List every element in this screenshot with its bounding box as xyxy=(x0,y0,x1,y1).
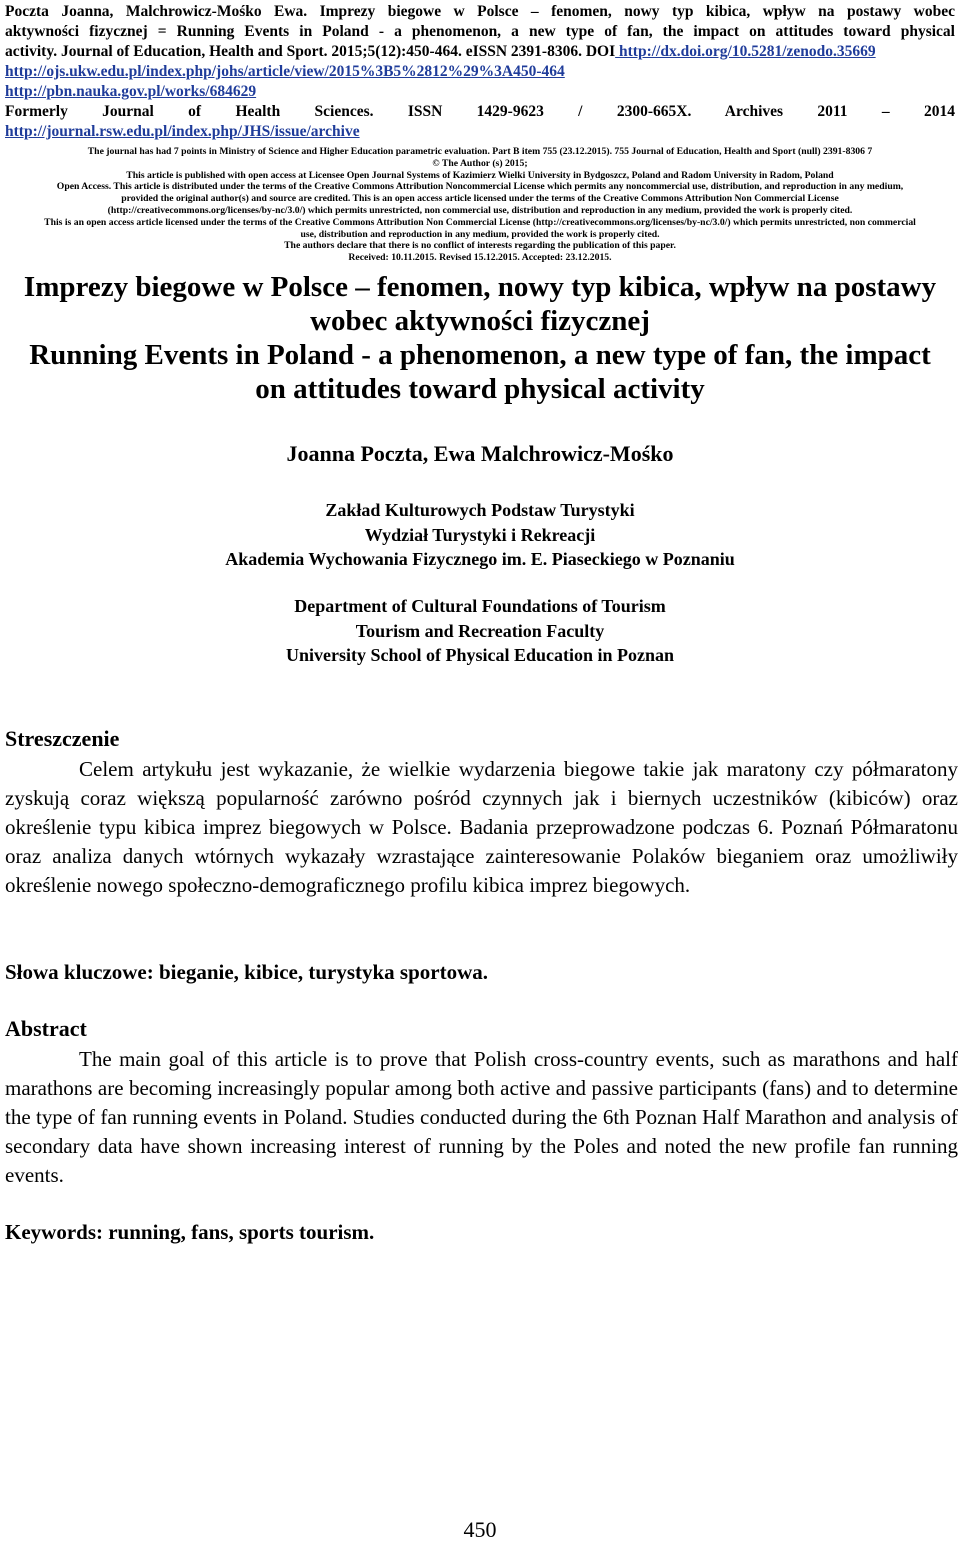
pbn-link[interactable]: http://pbn.nauka.gov.pl/works/684629 xyxy=(5,83,257,100)
title-pl-line: wobec aktywności fizycznej xyxy=(310,305,650,337)
affiliation-line: Zakład Kulturowych Podstaw Turystyki xyxy=(325,500,635,520)
abstract-body xyxy=(5,1045,958,1190)
affiliation-line: Tourism and Recreation Faculty xyxy=(355,620,605,641)
keywords-english: Keywords: running, fans, sports tourism. xyxy=(5,1220,375,1244)
affiliation-english xyxy=(0,594,960,668)
notice-line: provided the original author(s) and source are credited. This is an open access article licensed under the terms of the Creative Commons Attribution Non Commercial License xyxy=(121,193,839,205)
doi-link[interactable]: http://dx.doi.org/10.5281/zenodo.35669 xyxy=(615,43,876,60)
page-number: 450 xyxy=(463,1517,497,1542)
notice-line: Received: 10.11.2015. Revised 15.12.2015. Accepted: 23.12.2015. xyxy=(348,252,612,264)
archive-link[interactable]: http://journal.rsw.edu.pl/index.php/JHS/issue/archive xyxy=(5,123,360,140)
affiliation-polish xyxy=(0,498,960,572)
streszczenie-body xyxy=(5,755,958,900)
affiliation-line: Department of Cultural Foundations of Tourism xyxy=(294,596,666,616)
citation-line: Poczta Joanna, Malchrowicz-Mośko Ewa. Imprezy biegowe w Polsce – fenomen, nowy typ kibica, wpływ na postawy wobec xyxy=(5,3,955,20)
streszczenie-heading: Streszczenie xyxy=(5,726,120,751)
citation-line: aktywności fizycznej = Running Events in Poland - a phenomenon, a new type of fan, the impact on attitudes toward physical xyxy=(5,23,955,40)
article-title xyxy=(0,270,960,406)
notice-line: The journal has had 7 points in Ministry of Science and Higher Education parametric evaluation. Part B item 755 (23.12.2015). 755 Journal of Education, Health and Sport (null) 2391-8306 7 xyxy=(87,146,873,157)
notice-line: use, distribution and reproduction in any medium, provided the work is properly cited. xyxy=(300,228,660,240)
abstract-heading: Abstract xyxy=(5,1016,87,1041)
notice-line: Open Access. This article is distributed under the terms of the Creative Commons Attribution Noncommercial License which permits any noncommercial use, distribution, and reproduction in any medium, xyxy=(56,181,904,193)
citation-text: activity. Journal of Education, Health and Sport. 2015;5(12):450-464. eISSN 2391-8306. DOI xyxy=(5,43,616,60)
keywords-polish: Słowa kluczowe: bieganie, kibice, turystyka sportowa. xyxy=(5,960,488,984)
former-journal-line: Formerly Journal of Health Sciences. ISSN 1429-9623 / 2300-665X. Archives 2011 – 2014 xyxy=(5,103,955,120)
title-pl-line: Imprezy biegowe w Polsce – fenomen, nowy typ kibica, wpływ na postawy xyxy=(23,271,937,303)
streszczenie-paragraph: Celem artykułu jest wykazanie, że wielkie wydarzenia biegowe takie jak maratony czy półmaratony zyskują coraz większą popularność zarówno pośród czynnych jak i biernych uczestników (kibiców) oraz określenie typu kibica imprez biegowych w Polsce. Badania przeprowadzone podczas 6. Poznań Półmaratonu oraz analiza danych wtórnych wykazały wzrastające zainteresowanie Polaków bieganiem oraz umożliwiły określenie nowego społeczno-demograficznego profilu kibica imprez biegowych. xyxy=(5,757,958,897)
affiliation-line: Akademia Wychowania Fizycznego im. E. Piaseckiego w Poznaniu xyxy=(225,549,735,569)
citation-header xyxy=(5,2,955,142)
affiliation-line: University School of Physical Education in Poznan xyxy=(285,645,675,665)
notice-line: This is an open access article licensed under the terms of the Creative Commons Attribution Non Commercial License (http://creativecommons.org/licenses/by-nc/3.0/) which permits unrestricted, non commercial xyxy=(44,216,916,228)
title-en-line: on attitudes toward physical activity xyxy=(255,373,705,405)
license-notice xyxy=(5,146,955,264)
notice-line: © The Author (s) 2015; xyxy=(432,157,528,169)
citation-line-doi xyxy=(5,42,955,62)
article-url-link[interactable]: http://ojs.ukw.edu.pl/index.php/johs/article/view/2015%3B5%2812%29%3A450-464 xyxy=(5,63,565,80)
authors: Joanna Poczta, Ewa Malchrowicz-Mośko xyxy=(286,441,674,466)
notice-line: (http://creativecommons.org/licenses/by-nc/3.0/) which permits unrestricted, non commercial use, distribution and reproduction in any medium, provided the work is properly cited. xyxy=(107,204,853,216)
affiliation-line: Wydział Turystyki i Rekreacji xyxy=(364,524,596,545)
notice-line: The authors declare that there is no conflict of interests regarding the publication of this paper. xyxy=(284,240,676,252)
title-en-line: Running Events in Poland - a phenomenon, a new type of fan, the impact xyxy=(29,339,931,371)
notice-line: This article is published with open access at Licensee Open Journal Systems of Kazimierz Wielki University in Bydgoszcz, Poland and Radom University in Radom, Poland xyxy=(126,169,834,181)
abstract-paragraph: The main goal of this article is to prove that Polish cross-country events, such as marathons and half marathons are becoming increasingly popular among both active and passive participants (fans) and to determine the type of fan running events in Poland. Studies conducted during the 6th Poznan Half Marathon and analysis of secondary data have shown increasing interest of running by the Poles and noted the new profile fan running events. xyxy=(5,1047,958,1187)
